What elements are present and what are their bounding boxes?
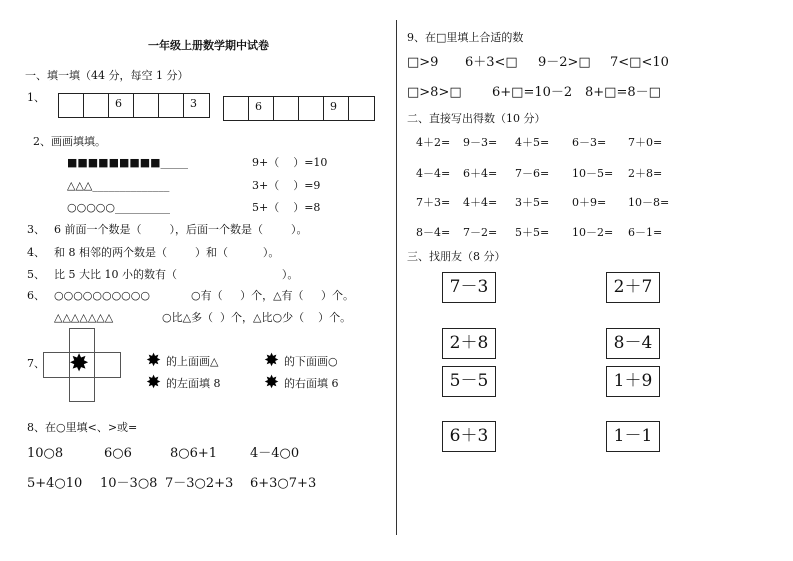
q6-triangles: △△△△△△△ (54, 311, 114, 324)
calc-item: 7－6= (515, 167, 550, 180)
section-1-heading: 一、填一填（44 分，每空 1 分） (25, 69, 189, 82)
q8-item: 8○6+1 (170, 446, 218, 461)
q1-label: 1、 (27, 91, 45, 104)
leaf-icon: ✸ (264, 372, 280, 393)
cell[interactable] (349, 97, 374, 120)
q6-text-2: ○比△多（ ）个，△比○少（ ）个。 (162, 311, 352, 324)
q2-equation: 3+（ ）=9 (252, 179, 321, 192)
calc-item: 4＋2= (416, 136, 451, 149)
q8-label: 8、在○里填<、>或= (27, 421, 138, 434)
q2-shapes: ○○○○○__________ (67, 201, 170, 214)
section-2-heading: 二、直接写出得数（10 分） (407, 112, 546, 125)
q9-item: □>8>□ (407, 85, 462, 100)
friend-card[interactable]: 1＋9 (606, 366, 660, 397)
q9-item: 7<□<10 (610, 55, 669, 70)
q2-shapes: ■■■■■■■■■_____ (67, 156, 189, 169)
friend-card[interactable]: 8－4 (606, 328, 660, 359)
friend-card[interactable]: 2＋7 (606, 272, 660, 303)
calc-item: 7＋3= (416, 196, 451, 209)
q7-item: 的右面填 6 (284, 377, 339, 390)
q8-item: 6+3○7+3 (250, 476, 317, 491)
cell[interactable] (134, 94, 159, 117)
calc-item: 7＋0= (628, 136, 663, 149)
calc-item: 6－1= (628, 226, 663, 239)
calc-item: 10－8= (628, 196, 670, 209)
cell[interactable] (59, 94, 84, 117)
calc-item: 5＋5= (515, 226, 550, 239)
q9-label: 9、在□里填上合适的数 (407, 31, 524, 44)
number-sequence-2 (223, 96, 375, 121)
q2-shapes: △△△______________ (67, 179, 170, 192)
leaf-icon: ✸ (264, 350, 280, 371)
calc-item: 4－4= (416, 167, 451, 180)
cell[interactable] (84, 94, 109, 117)
cell[interactable] (224, 97, 249, 120)
friend-card[interactable]: 1－1 (606, 421, 660, 452)
friend-card[interactable]: 2＋8 (442, 328, 496, 359)
cell[interactable] (159, 94, 184, 117)
q9-item: 6+□=10－2 (492, 85, 573, 100)
cell[interactable]: 6 (109, 94, 134, 117)
cell[interactable]: 3 (190, 97, 197, 110)
q8-item: 6○6 (104, 446, 132, 461)
q9-item: 9－2>□ (538, 55, 591, 70)
friend-card[interactable]: 5－5 (442, 366, 496, 397)
section-3-heading: 三、找朋友（8 分） (407, 250, 506, 263)
q8-item: 7－3○2+3 (165, 476, 234, 491)
calc-item: 6－3= (572, 136, 607, 149)
q6-text-1: ○有（ ）个，△有（ ）个。 (191, 289, 355, 302)
q9-item: 6＋3<□ (465, 55, 518, 70)
number-sequence-1 (58, 93, 210, 118)
q7-item: 的下面画○ (284, 355, 338, 368)
column-divider (396, 20, 397, 535)
q8-item: 10－3○8 (100, 476, 158, 491)
leaf-icon: ✸ (146, 372, 162, 393)
leaf-icon: ✸ (146, 350, 162, 371)
q7-item: 的左面填 8 (166, 377, 221, 390)
q5-number: 5、 (27, 268, 45, 281)
friend-card[interactable]: 6＋3 (442, 421, 496, 452)
q8-item: 5+4○10 (27, 476, 83, 491)
q2-equation: 5+（ ）=8 (252, 201, 321, 214)
calc-item: 9－3= (463, 136, 498, 149)
q8-item: 10○8 (27, 446, 64, 461)
q6-number: 6、 (27, 289, 45, 302)
q5-text: 比 5 大比 10 小的数有（ ）。 (54, 268, 299, 281)
page-title: 一年级上册数学期中试卷 (148, 39, 269, 52)
cell[interactable] (299, 97, 324, 120)
friend-card[interactable]: 7－3 (442, 272, 496, 303)
cell[interactable]: 9 (324, 97, 349, 120)
q9-item: □>9 (407, 55, 439, 70)
leaf-icon: ✸ (69, 349, 90, 377)
q4-number: 4、 (27, 246, 45, 259)
cell[interactable]: 6 (249, 97, 274, 120)
q3-text: 6 前面一个数是（ ），后面一个数是（ ）。 (54, 223, 308, 236)
q4-text: 和 8 相邻的两个数是（ ）和（ ）。 (54, 246, 280, 259)
q6-circles: ○○○○○○○○○○ (54, 289, 150, 302)
cell[interactable] (274, 97, 299, 120)
calc-item: 6＋4= (463, 167, 498, 180)
q8-item: 4－4○0 (250, 446, 300, 461)
q2-equation: 9+（ ）=10 (252, 156, 328, 169)
calc-item: 4＋4= (463, 196, 498, 209)
calc-item: 10－5= (572, 167, 614, 180)
calc-item: 4＋5= (515, 136, 550, 149)
calc-item: 3＋5= (515, 196, 550, 209)
calc-item: 2＋8= (628, 167, 663, 180)
q7-number: 7、 (27, 357, 45, 370)
q3-number: 3、 (27, 223, 45, 236)
calc-item: 8－4= (416, 226, 451, 239)
calc-item: 0＋9= (572, 196, 607, 209)
calc-item: 10－2= (572, 226, 614, 239)
calc-item: 7－2= (463, 226, 498, 239)
q2-label: 2、画画填填。 (33, 135, 106, 148)
q9-item: 8+□=8－□ (585, 85, 661, 100)
q7-item: 的上面画△ (166, 355, 219, 368)
